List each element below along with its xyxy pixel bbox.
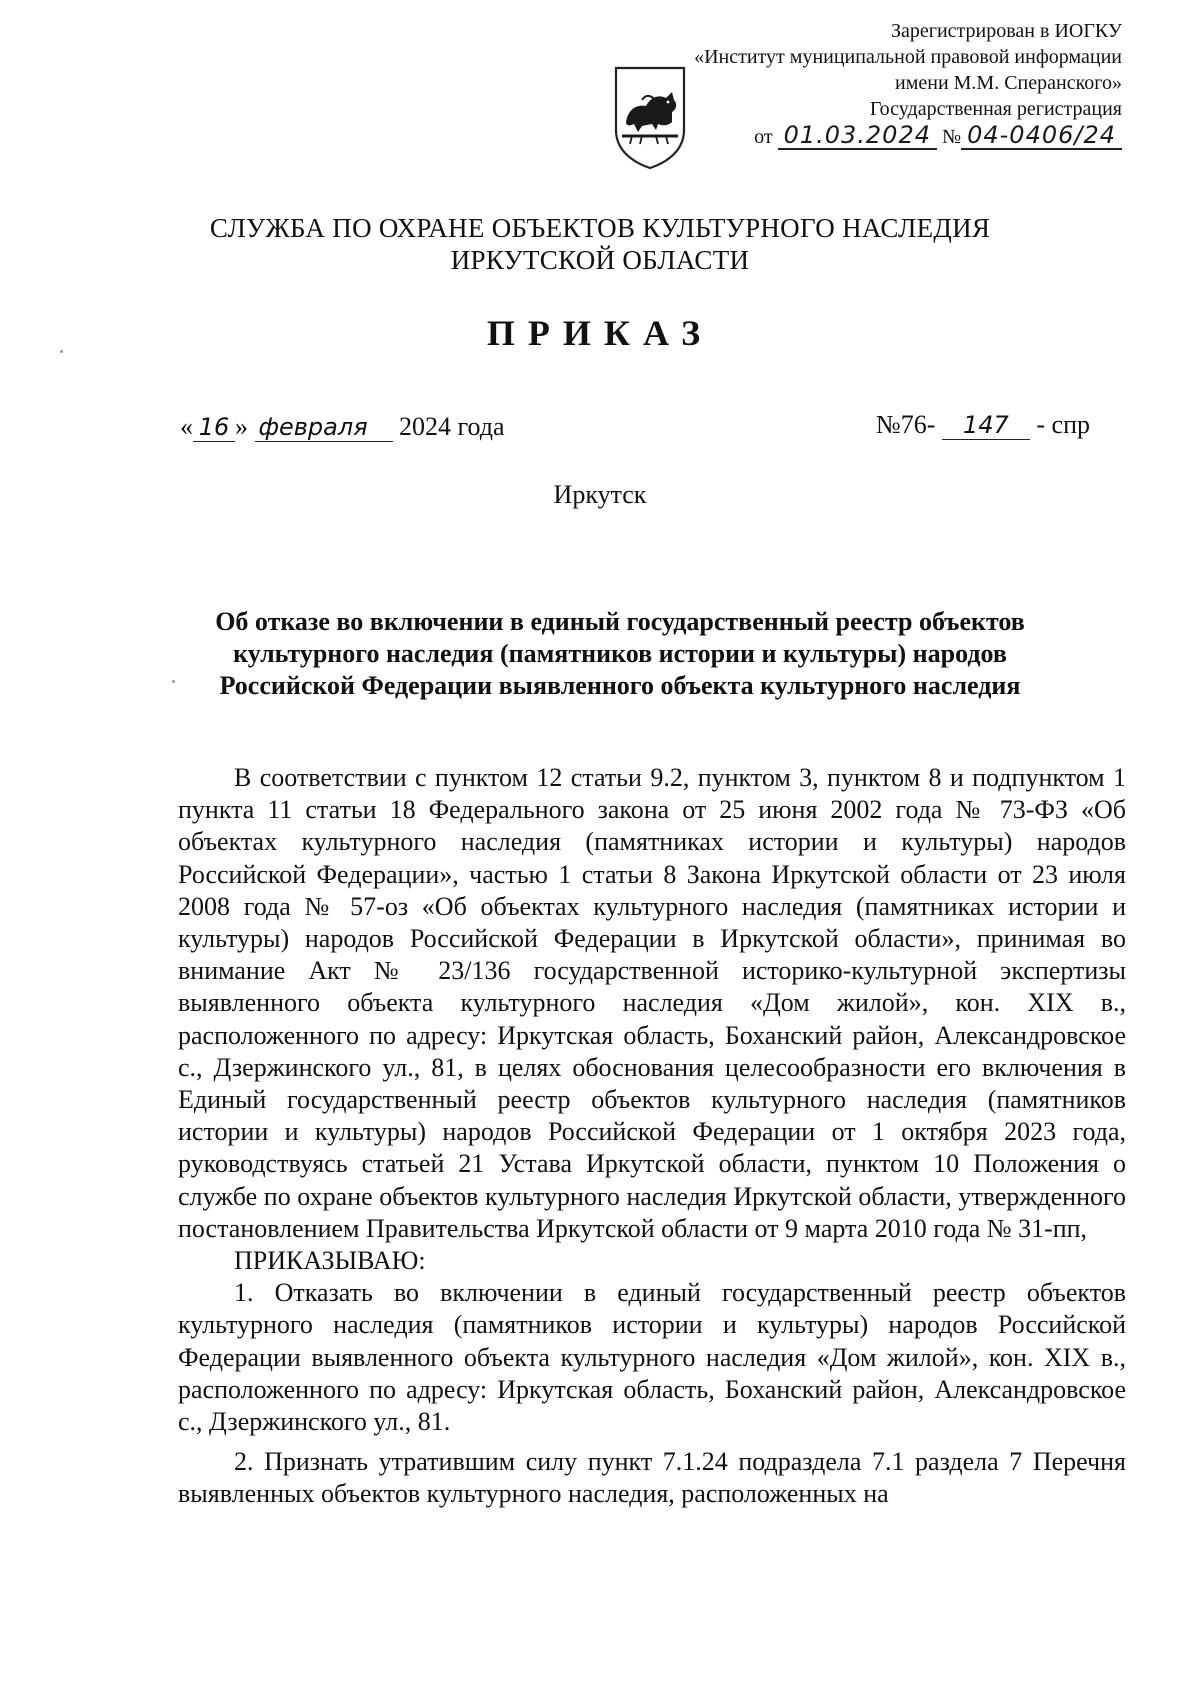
registration-line-4: Государственная регистрация bbox=[869, 98, 1122, 120]
document-type-title: ПРИКАЗ bbox=[486, 313, 714, 353]
scan-speck bbox=[172, 680, 175, 683]
order-body bbox=[178, 762, 1126, 1511]
preamble-paragraph: В соответствии с пунктом 12 статьи 9.2, пунктом 3, пунктом 8 и подпунктом 1 пункта 11 статьи 18 Федерального закона от 25 июня 2002 года № 73-ФЗ «Об объектах культурного наследия (памятниках истории и культуры) народов Российской Федерации», частью 1 статьи 8 Закона Иркутской области от 23 июля 2008 года № 57-оз «Об объектах культурного наследия (памятниках истории и культуры) народов Российской Федерации в Иркутской области», принимая во внимание Акт № 23/136 государственной историко-культурной экспертизы выявленного объекта культурного наследия «Дом жилой», кон. XIX в., расположенного по адресу: Иркутская область, Боханский район, Александровское с., Дзержинского ул., 81, в целях обоснования целесообразности его включения в Единый государственный реестр объектов культурного наследия (памятников истории и культуры) народов Российской Федерации от 1 октября 2023 года, руководствуясь статьей 21 Устава Иркутской области, пунктом 10 Положения о службе по охране объектов культурного наследия Иркутской области, утвержденного постановлением Правительства Иркутской области от 9 марта 2010 года № 31-пп, bbox=[178, 763, 1126, 1243]
city-name: Иркутск bbox=[553, 480, 647, 509]
registration-date-prefix: от bbox=[754, 126, 773, 148]
order-number-prefix: №76- bbox=[875, 410, 936, 439]
order-number bbox=[876, 410, 1090, 440]
order-item-2: 2. Признать утратившим силу пункт 7.1.24 подраздела 7.1 раздела 7 Перечня выявленных объектов культурного наследия, расположенных на bbox=[178, 1447, 1126, 1509]
organization-line-1: СЛУЖБА ПО ОХРАНЕ ОБЪЕКТОВ КУЛЬТУРНОГО НАСЛЕДИЯ bbox=[209, 213, 991, 243]
registration-number-handwritten: 04-0406/24 bbox=[961, 122, 1122, 150]
order-item-1: 1. Отказать во включении в единый государственный реестр объектов культурного наследия (памятников истории и культуры) народов Российской Федерации выявленного объекта культурного наследия «Дом жилой», кон. XIX в., расположенного по адресу: Иркутская область, Боханский район, Александровское с., Дзержинского ул., 81. bbox=[178, 1278, 1126, 1437]
registration-date-handwritten: 01.03.2024 bbox=[778, 122, 937, 150]
date-year: 2024 года bbox=[399, 412, 505, 441]
registration-number-prefix: № bbox=[942, 126, 962, 148]
order-date bbox=[180, 412, 505, 442]
order-number-suffix: - спр bbox=[1036, 410, 1090, 439]
order-directive: ПРИКАЗЫВАЮ: bbox=[234, 1246, 426, 1276]
registration-line-2: «Институт муниципальной правовой информации bbox=[694, 46, 1122, 68]
date-open-quote: « bbox=[180, 412, 193, 441]
organization-name bbox=[160, 212, 1040, 276]
scan-speck bbox=[60, 350, 63, 353]
registration-line-1: Зарегистрирован в ИОГКУ bbox=[891, 20, 1122, 42]
organization-line-2: ИРКУТСКОЙ ОБЛАСТИ bbox=[450, 245, 750, 275]
registration-line-3: имени М.М. Сперанского» bbox=[895, 72, 1122, 94]
date-close-quote: » bbox=[235, 412, 248, 441]
order-subject: Об отказе во включении в единый государственный реестр объектов культурного наследия (памятников истории и культуры) народов Российской Федерации выявленного объекта культурного наследия bbox=[215, 607, 1025, 700]
date-day-handwritten: 16 bbox=[193, 413, 235, 442]
order-number-handwritten: 147 bbox=[942, 411, 1030, 440]
coat-of-arms-icon bbox=[612, 64, 688, 172]
date-month-handwritten: февраля bbox=[255, 413, 393, 442]
